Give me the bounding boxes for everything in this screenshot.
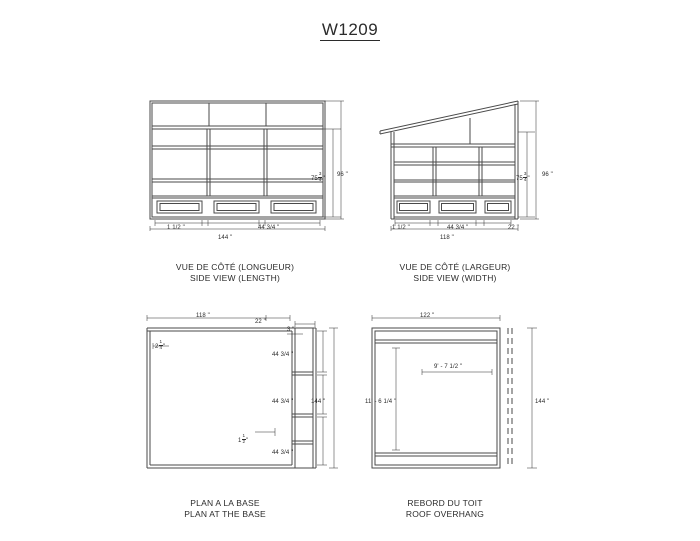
dim-v2-panel-1-1-2: 1 1/2 " bbox=[392, 225, 410, 231]
caption-en: ROOF OVERHANG bbox=[405, 509, 485, 519]
dim-v1-panel-44-3-4: 44 3/4 " bbox=[258, 225, 280, 231]
dim-v4-overall-122: 122 " bbox=[420, 313, 435, 319]
roof-overhang-drawing bbox=[360, 310, 560, 485]
plan-at-base-drawing bbox=[135, 310, 340, 485]
dim-v4-overall-144: 144 " bbox=[535, 399, 550, 405]
page-title-text: W1209 bbox=[321, 20, 379, 39]
dim-v1-overall-144: 144 " bbox=[218, 235, 233, 241]
dim-v1-panel-1-1-2: 1 1/2 " bbox=[167, 225, 185, 231]
dim-v3-overall-144: 144 " bbox=[311, 399, 326, 405]
dim-v3-segment-44-3-4-top: 44 3/4 " bbox=[272, 352, 294, 358]
dim-v3-segment-22: 22 " bbox=[255, 319, 266, 325]
dim-v3-segment-3: 3 " bbox=[287, 327, 295, 333]
dim-v3-segment-44-3-4-mid: 44 3/4 " bbox=[272, 399, 294, 405]
dim-v4-depth-9-7-1-2: 9' - 7 1/2 " bbox=[434, 364, 463, 370]
dim-v1-height-96: 96 " bbox=[337, 172, 348, 178]
side-view-width-drawing bbox=[375, 96, 560, 231]
caption-en: SIDE VIEW (WIDTH) bbox=[413, 273, 497, 283]
dim-v1-height-75-3-4: 75 $\frac{3}{4}$ " bbox=[311, 171, 325, 183]
dim-v3-edge-2-1-4: 2 $\frac{1}{4}$ " bbox=[155, 339, 166, 351]
caption-fr: PLAN A LA BASE bbox=[190, 498, 260, 508]
caption-en: PLAN AT THE BASE bbox=[184, 509, 266, 519]
caption-fr: VUE DE CÔTÉ (LONGUEUR) bbox=[175, 262, 295, 272]
caption-en: SIDE VIEW (LENGTH) bbox=[189, 273, 281, 283]
side-view-length-drawing bbox=[145, 96, 345, 231]
caption-fr: REBORD DU TOIT bbox=[407, 498, 483, 508]
dim-v3-post-1-1-2: 1 $\frac{1}{2}$ " bbox=[238, 433, 249, 445]
page-title bbox=[0, 20, 700, 40]
dim-v4-length-11-6-1-4: 11' - 6 1/4 " bbox=[365, 399, 397, 405]
caption-fr: VUE DE CÔTÉ (LARGEUR) bbox=[399, 262, 511, 272]
dim-v3-overall-118: 118 " bbox=[196, 313, 210, 319]
dim-v2-panel-44-3-4: 44 3/4 " bbox=[447, 225, 469, 231]
dim-v2-panel-22: 22 " bbox=[508, 225, 519, 231]
caption-roof-overhang bbox=[315, 498, 575, 520]
dim-v2-height-96: 96 " bbox=[542, 172, 553, 178]
dim-v3-segment-44-3-4-bottom: 44 3/4 " bbox=[272, 450, 294, 456]
dim-v2-overall-118: 118 " bbox=[440, 235, 454, 241]
dim-v2-height-75-3-4: 75 $\frac{3}{4}$ " bbox=[516, 171, 530, 183]
caption-side-view-width bbox=[325, 262, 585, 284]
